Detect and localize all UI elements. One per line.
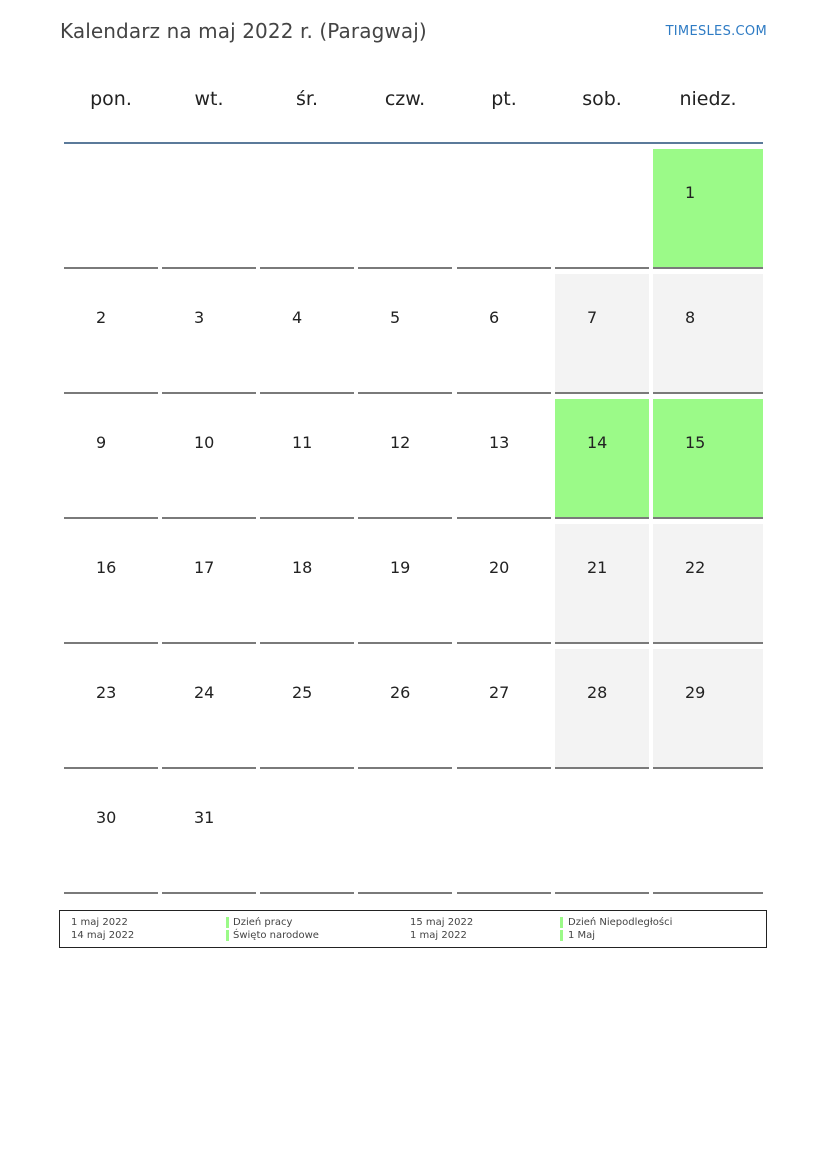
day-cell[interactable] <box>260 649 354 769</box>
day-cell[interactable] <box>260 399 354 519</box>
day-number: 2 <box>96 308 107 327</box>
day-cell[interactable] <box>457 524 551 644</box>
empty-day-cell <box>162 149 256 269</box>
legend-date: 1 maj 2022 <box>410 930 467 941</box>
day-number: 3 <box>194 308 205 327</box>
empty-day-cell <box>457 149 551 269</box>
day-cell[interactable] <box>358 649 452 769</box>
weekday-label: wt. <box>194 88 224 110</box>
day-number: 18 <box>292 558 313 577</box>
weekday-label: śr. <box>295 88 318 110</box>
day-number: 16 <box>96 558 117 577</box>
weekday-header-row <box>64 88 763 120</box>
day-cell[interactable] <box>260 274 354 394</box>
legend-holiday-name: Dzień pracy <box>233 917 293 928</box>
day-number: 10 <box>194 433 215 452</box>
day-number: 15 <box>685 433 706 452</box>
day-cell[interactable] <box>358 274 452 394</box>
legend-date: 1 maj 2022 <box>71 917 128 928</box>
weekday-label: sob. <box>582 88 622 110</box>
day-cell[interactable] <box>260 524 354 644</box>
day-number: 21 <box>587 558 608 577</box>
day-cell[interactable] <box>162 274 256 394</box>
empty-day-cell <box>358 149 452 269</box>
legend-holiday-name: 1 Maj <box>568 930 596 941</box>
day-cell[interactable] <box>457 649 551 769</box>
day-cell[interactable] <box>358 399 452 519</box>
day-cell[interactable] <box>162 774 256 894</box>
legend-date: 14 maj 2022 <box>71 930 135 941</box>
holiday-color-marker <box>226 930 229 941</box>
holiday-color-marker <box>560 917 563 928</box>
day-number: 7 <box>587 308 598 327</box>
day-number: 9 <box>96 433 107 452</box>
day-number: 6 <box>489 308 500 327</box>
day-number: 20 <box>489 558 510 577</box>
day-number: 24 <box>194 683 215 702</box>
day-number: 8 <box>685 308 696 327</box>
weekday-label: pt. <box>491 88 517 110</box>
day-number: 4 <box>292 308 303 327</box>
day-number: 31 <box>194 808 215 827</box>
day-cell[interactable] <box>162 524 256 644</box>
empty-day-cell <box>260 149 354 269</box>
weekday-label: niedz. <box>679 88 737 110</box>
day-number: 26 <box>390 683 411 702</box>
day-cell[interactable] <box>653 274 763 394</box>
holiday-day-cell[interactable] <box>555 399 649 519</box>
day-cell[interactable] <box>457 274 551 394</box>
header-divider <box>64 142 763 144</box>
day-number: 5 <box>390 308 401 327</box>
empty-day-cell <box>260 774 354 894</box>
day-number: 30 <box>96 808 117 827</box>
day-cell[interactable] <box>162 399 256 519</box>
brand-link[interactable]: TIMESLES.COM <box>665 24 767 39</box>
day-cell[interactable] <box>653 524 763 644</box>
day-number: 29 <box>685 683 706 702</box>
day-cell[interactable] <box>162 649 256 769</box>
holiday-day-cell[interactable] <box>653 149 763 269</box>
day-number: 19 <box>390 558 411 577</box>
empty-day-cell <box>457 774 551 894</box>
page-title: Kalendarz na maj 2022 r. (Paragwaj) <box>60 19 427 43</box>
day-cell[interactable] <box>555 524 649 644</box>
holiday-day-cell[interactable] <box>653 399 763 519</box>
day-cell[interactable] <box>555 649 649 769</box>
day-number: 17 <box>194 558 215 577</box>
day-cell[interactable] <box>358 524 452 644</box>
day-cell[interactable] <box>555 274 649 394</box>
empty-day-cell <box>555 149 649 269</box>
day-number: 22 <box>685 558 706 577</box>
holiday-color-marker <box>226 917 229 928</box>
legend-holiday-name: Święto narodowe <box>233 930 319 941</box>
day-number: 28 <box>587 683 608 702</box>
day-cell[interactable] <box>64 649 158 769</box>
empty-day-cell <box>653 774 763 894</box>
weekday-label: pon. <box>90 88 132 110</box>
day-cell[interactable] <box>64 774 158 894</box>
holiday-color-marker <box>560 930 563 941</box>
day-number: 23 <box>96 683 117 702</box>
day-number: 12 <box>390 433 411 452</box>
empty-day-cell <box>555 774 649 894</box>
day-number: 1 <box>685 183 696 202</box>
day-number: 13 <box>489 433 510 452</box>
day-cell[interactable] <box>64 399 158 519</box>
empty-day-cell <box>64 149 158 269</box>
day-cell[interactable] <box>653 649 763 769</box>
day-number: 25 <box>292 683 313 702</box>
empty-day-cell <box>358 774 452 894</box>
day-cell[interactable] <box>64 274 158 394</box>
holiday-legend <box>59 910 767 948</box>
legend-holiday-name: Dzień Niepodległości <box>568 917 673 928</box>
day-cell[interactable] <box>64 524 158 644</box>
day-cell[interactable] <box>457 399 551 519</box>
weekday-label: czw. <box>384 88 426 110</box>
day-number: 27 <box>489 683 510 702</box>
legend-date: 15 maj 2022 <box>410 917 474 928</box>
day-number: 11 <box>292 433 313 452</box>
day-number: 14 <box>587 433 608 452</box>
